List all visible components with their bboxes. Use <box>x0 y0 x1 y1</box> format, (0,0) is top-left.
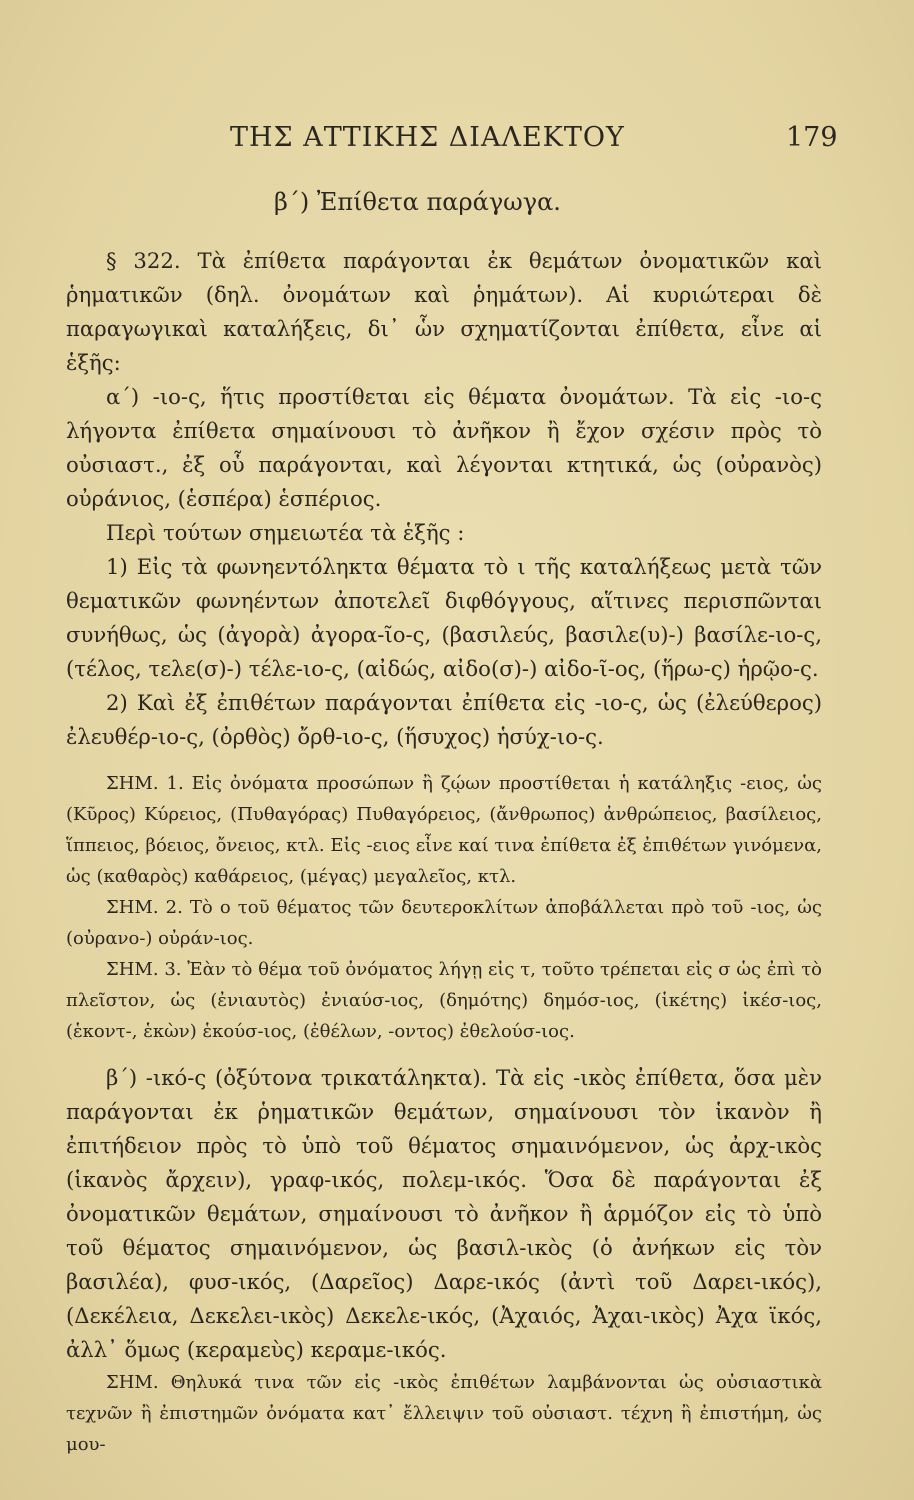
running-header: ΤΗΣ ΑΤΤΙΚΗΣ ΔΙΑΛΕΚΤΟΥ <box>230 122 625 153</box>
note-2: ΣΗΜ. 2. Τὸ ο τοῦ θέματος τῶν δευτεροκλίτων ἀποβάλλεται πρὸ τοῦ -ιος, ὡς (οὐρανο-) οὐράν-ιος. <box>66 897 822 949</box>
paragraph-322: § 322. Τὰ ἐπίθετα παράγονται ἐκ θεμάτων ὀνοματικῶν καὶ ῥηματικῶν (δηλ. ὀνομάτων καὶ ῥημάτων). Αἱ κυριώτεραι δὲ παραγωγικαὶ καταλήξεις, δι᾽ ὧν σχηματίζονται ἐπίθετα, εἶνε αἱ ἑξῆς: <box>66 248 822 375</box>
paragraph-beta: β΄) -ικό-ς (ὀξύτονα τρικατάληκτα). Τὰ εἰς -ικὸς ἐπίθετα, ὅσα μὲν παράγονται ἐκ ῥηματικῶν θεμάτων, σημαίνουσι τὸν ἱκανὸν ἢ ἐπιτήδειον πρὸς τὸ ὑπὸ τοῦ θέματος σημαινόμενον, ὡς ἀρχ-ικὸς (ἱκανὸς ἄρχειν), γραφ-ικός, πολεμ-ικός. Ὅσα δὲ παράγονται ἐξ ὀνοματικῶν θεμάτων, σημαίνουσι τὸ ἀνῆκον ἢ ἁρμόζον εἰς τὸ ὑπὸ τοῦ θέματος σημαινόμενον, ὡς βασιλ-ικὸς (ὁ ἀνήκων εἰς τὸν βασιλέα), φυσ-ικός, (Δαρεῖος) Δαρε-ικός (ἀντὶ τοῦ Δαρει-ικός), (Δεκέλεια, Δεκελει-ικὸς) Δεκελε-ικός, (Ἀχαιός, Ἀχαι-ικὸς) Ἀχα ϊκός, ἀλλ᾽ ὅμως (κεραμεὺς) κεραμε-ικός. <box>66 1065 822 1362</box>
paragraph-alpha: α΄) -ιο-ς, ἥτις προστίθεται εἰς θέματα ὀνομάτων. Τὰ εἰς -ιο-ς λήγοντα ἐπίθετα σημαίνουσι τὸ ἀνῆκον ἢ ἔχον σχέσιν πρὸς τὸ οὐσιαστ., ἐξ οὗ παράγονται, καὶ λέγονται κτητικά, ὡς (οὐρανὸς) οὐράνιος, (ἑσπέρα) ἑσπέριος. <box>66 384 822 511</box>
section-heading: β΄) Ἐπίθετα παράγωγα. <box>274 188 561 216</box>
final-note: ΣΗΜ. Θηλυκά τινα τῶν εἰς -ικὸς ἐπιθέτων λαμβάνονται ὡς οὐσιαστικὰ τεχνῶν ἢ ἐπιστημῶν ὀνόματα κατ᾽ ἔλλειψιν τοῦ οὐσιαστ. τέχνη ἢ ἐπιστήμη, ὡς μου- <box>66 1372 822 1455</box>
note-3: ΣΗΜ. 3. Ἐὰν τὸ θέμα τοῦ ὀνόματος λήγῃ εἰς τ, τοῦτο τρέπεται εἰς σ ὡς ἐπὶ τὸ πλεῖστον, ὡς (ἐνιαυτὸς) ἐνιαύσ-ιος, (δημότης) δημόσ-ιος, (ἱκέτης) ἱκέσ-ιος, (ἑκοντ-, ἑκὼν) ἑκούσ-ιος, (ἐθέλων, -οντος) ἐθελούσ-ιος. <box>66 959 822 1042</box>
page-number: 179 <box>786 122 838 153</box>
paragraph-rule-1: 1) Εἰς τὰ φωνηεντόληκτα θέματα τὸ ι τῆς καταλήξεως μετὰ τῶν θεματικῶν φωνηέντων ἀποτελεῖ διφθόγγους, αἵτινες περισπῶνται συνήθως, ὡς (ἀγορὰ) ἀγορα-ῖο-ς, (βασιλεύς, βασιλε(υ)-) βασίλε-ιο-ς, (τέλος, τελε(σ)-) τέλε-ιο-ς, (αἰδώς, αἰδο(σ)-) αἰδο-ῖ-ος, (ἥρω-ς) ἡρῷο-ς. <box>66 554 822 681</box>
paragraph-notes-intro: Περὶ τούτων σημειωτέα τὰ ἑξῆς : <box>106 520 465 545</box>
spacer <box>66 754 822 768</box>
main-text <box>66 244 822 1460</box>
paragraph-rule-2: 2) Καὶ ἐξ ἐπιθέτων παράγονται ἐπίθετα εἰς -ιο-ς, ὡς (ἐλεύθερος) ἐλευθέρ-ιο-ς, (ὀρθὸς) ὄρθ-ιο-ς, (ἥσυχος) ἡσύχ-ιο-ς. <box>66 690 822 749</box>
spacer <box>66 1047 822 1061</box>
note-1: ΣΗΜ. 1. Εἰς ὀνόματα προσώπων ἢ ζῴων προστίθεται ἡ κατάληξις -ειος, ὡς (Κῦρος) Κύρειος, (Πυθαγόρας) Πυθαγόρειος, (ἄνθρωπος) ἀνθρώπειος, βασίλειος, ἵππειος, βόειος, ὄνειος, κτλ. Εἰς -ειος εἶνε καί τινα ἐπίθετα ἐξ ἐπιθέτων γινόμενα, ὡς (καθαρὸς) καθάρειος, (μέγας) μεγαλεῖος, κτλ. <box>66 773 822 887</box>
